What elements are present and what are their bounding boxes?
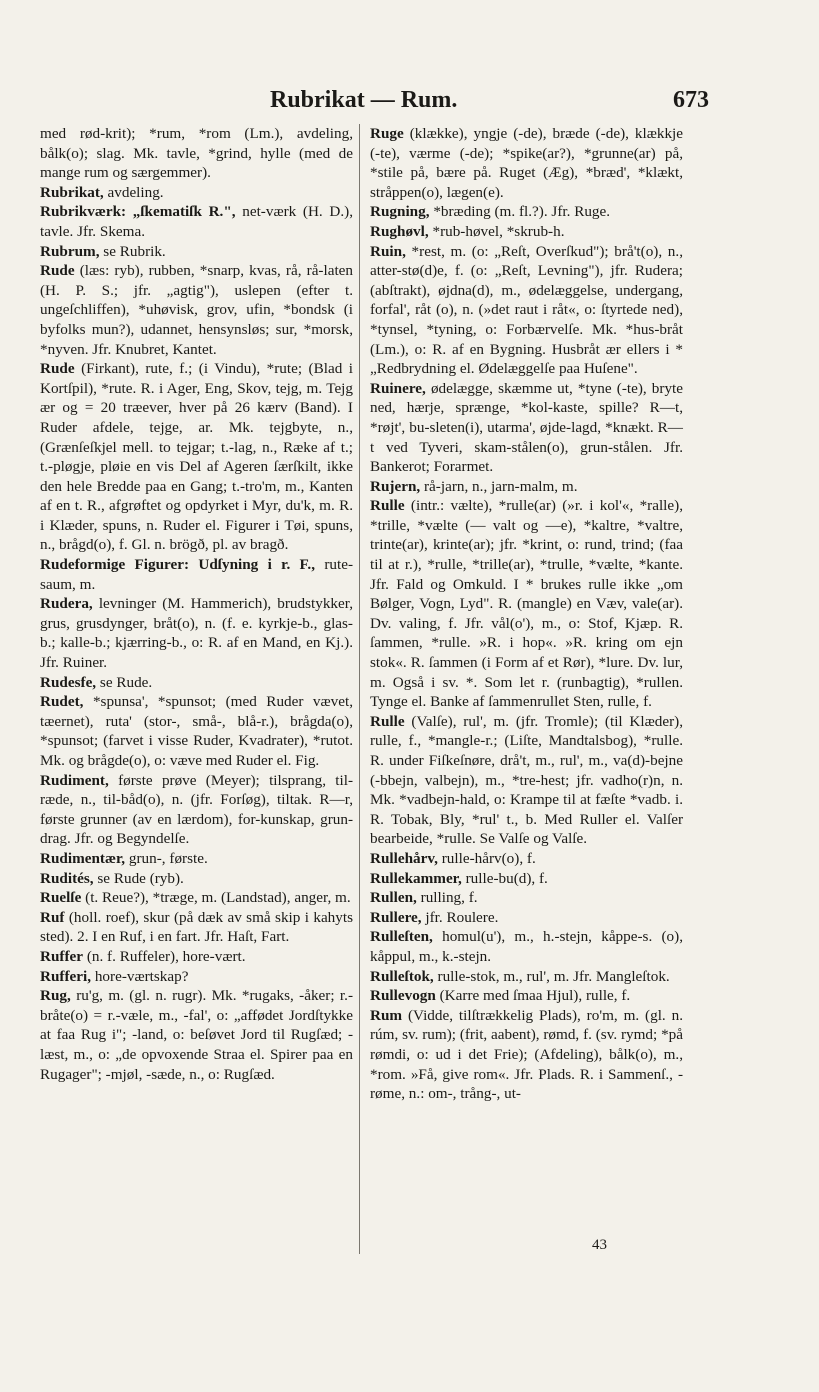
dictionary-entry (370, 869, 683, 889)
entry-headword: Rullehårv, (370, 849, 438, 867)
dictionary-entry (370, 967, 683, 987)
entry-headword: Ruge (370, 125, 404, 142)
entry-definition: *spunsa', *spunsot; (med Ruder vævet, tæernet), ruta' (stor-, små-, blå-r.), brågda(o), *spunsot; (farvet i visse Ruder, Kvadrater), *rutot. Mk. og brågde(o), o: væve med Ruder el. Fig. (40, 693, 353, 769)
dictionary-entry (370, 1006, 683, 1104)
entry-definition: *rest, m. (o: „Reſt, Overſkud"); brå't(o), n., atter-stø(d)e, f. (o: „Reſt, Levning"), jfr. Rudera; (abſtrakt), øjdna(d), m., ødelæggelse, undergang, forfal', råt (o), n. (»det raut i råt«, o: ſtyrtede ned), *tynsel, *tyning, o: Forbærvelſe. Mk. *hus-bråt (Lm.), o: R. af en Bygning. Husbråt ær ellers i * „Redbrydning el. Ødelæggelſe paa Huſene". (370, 242, 683, 378)
entry-definition: rulle-hårv(o), f. (441, 849, 536, 867)
dictionary-entry (40, 908, 353, 947)
entry-definition: net-værk (H. D.), tavle. Jfr. Skema. (40, 203, 353, 240)
dictionary-entry (40, 869, 353, 889)
entry-headword: Rufferi, (40, 967, 92, 985)
entry-definition: rå-jarn, n., jarn-malm, m. (424, 477, 578, 495)
dictionary-entry (370, 927, 683, 966)
dictionary-entry (370, 379, 683, 477)
entry-headword: Ruin, (370, 242, 406, 260)
dictionary-entry (40, 967, 353, 987)
right-column (370, 124, 683, 1104)
dictionary-entry (40, 594, 353, 672)
entry-headword: Rug, (40, 987, 71, 1005)
entry-definition: rulle-bu(d), f. (465, 869, 548, 887)
entry-headword: Rudesfe, (40, 673, 97, 691)
dictionary-entry (40, 359, 353, 555)
entry-headword: Ruffer (40, 947, 84, 965)
dictionary-entry (40, 261, 353, 359)
left-column (40, 124, 353, 1084)
dictionary-entry (370, 888, 683, 908)
dictionary-entry (370, 202, 683, 222)
entry-definition: *bræding (m. fl.?). Jfr. Ruge. (433, 203, 611, 221)
entry-definition: se Rude (ryb). (97, 869, 184, 887)
dictionary-entry (40, 555, 353, 594)
entry-headword: Rubrikværk: „ſkematiſk R.", (40, 203, 236, 221)
entry-definition: (intr.: vælte), *rulle(ar) (»r. i kol'«, *ralle), *trille, *vælte (— valt og —e), *kaltre, *valtre, trinte(ar), krinte(ar); jfr. *krint, o: rund, trind; (faa til at r.), *rulle, *trille(ar), *trulle, *vælte, *kante. Jfr. Fald og Omkuld. I * brukes rulle ikke „om Bølger, Vogn, Lyd". R. (mangle) en Væv, vale(ar). Dv. valing, f. Jfr. vål(o'), m., o: Stof, Kjæp. R. ſammen, *rulle. »R. i hop«. »R. kring om ejn stok«. R. ſammen (i Form af et Rør), *lure. Dv. lur, m. Også i sv. *. Som let r. (runbagtig), *rullen. Tynge el. Banke af ſammenrullet Sten, rulle, f. (370, 497, 684, 711)
entry-headword: Rullekammer, (370, 869, 462, 887)
entry-headword: Rullen, (370, 889, 417, 907)
entry-headword: Rulle (370, 497, 405, 515)
entry-headword: Rulleſten, (370, 928, 433, 946)
entry-definition: (klække), yngje (-de), bræde (-de), klækkje (-te), værme (-de); *spike(ar?), *grunne(ar) på, *stile på, bære på. Ruget (Æg), *bræd', *klækt, stråppen(o), lægen(e). (370, 125, 683, 201)
entry-headword: Rudités, (40, 869, 94, 887)
dictionary-entry (40, 124, 353, 183)
dictionary-entry (40, 986, 353, 1084)
entry-definition: rulle-stok, m., rul', m. Jfr. Mangleſtok. (437, 967, 670, 985)
running-head-title: Rubrikat — Rum. (270, 87, 458, 113)
dictionary-entry (40, 242, 353, 262)
entry-headword: Ruf (40, 908, 65, 926)
entry-definition: (Firkant), rute, f.; (i Vindu), *rute; (Blad i Kortſpil), *rute. R. i Ager, Eng, Skov, tejg, m. Tejg ær og = 20 træever, hver på 26 kærv (Band). I Ruder afdele, tejge, ar. Mk. tejgbyte, n., (Grænſeſkjel mell. to tejgar; t.-lag, n., Ræke af t.; t.-pløgje, pløie en vis Del af Ageren ſærſkilt, ikke den hele Bredde paa en Gang; t.-tro'm, m., Kanten af en t. R., afgrøftet og opdyrket i Myr, du'k, m. R. i Klæder, spuns, n. Ruder el. Figurer i Tøi, spuns, n., brågd(o), f. Gl. n. brögð, pl. av bragð. (40, 360, 353, 554)
entry-definition: (Karre med ſmaa Hjul), rulle, f. (439, 987, 631, 1005)
dictionary-entry (370, 986, 683, 1006)
dictionary-entry (370, 908, 683, 928)
dictionary-entry (40, 673, 353, 693)
entry-definition: rute-saum, m. (40, 556, 354, 593)
entry-headword: Rubrikat, (40, 183, 104, 201)
dictionary-entry (370, 849, 683, 869)
dictionary-entry (40, 849, 353, 869)
entry-headword: Rude (40, 360, 75, 378)
dictionary-entry (370, 222, 683, 242)
entry-headword: Rum (370, 1006, 403, 1024)
entry-definition: se Rude. (99, 673, 153, 691)
dictionary-entry (40, 692, 353, 770)
entry-definition: grun-, første. (128, 849, 208, 867)
entry-definition: (t. Reue?), *træge, m. (Landstad), anger, m. (85, 889, 351, 907)
entry-definition: levninger (M. Hammerich), brudstykker, grus, grusdynger, bråt(o), n. (f. e. kyrkje-b., glas-b.; kalle-b.; kjærring-b., o: R. af en Mand, en Kj.). Jfr. Ruiner. (40, 595, 354, 672)
entry-headword: Rullevogn (370, 987, 436, 1005)
entry-definition: (Valſe), rul', m. (jfr. Tromle); (til Klæder), rulle, f., *mangle-r.; (Liſte, Mandtalsbog), *rulle. R. under Fiſkeſnøre, drå't, m., rul', m., va(d)-bejne (-bbejn, valbejn), m., *tre-hest; jfr. vadho(r)n, n. Mk. *vadbejn-hald, o: Krampe til at fæſte *vadb. i. R. Tobak, Bly, *rul' t., b. Med Ruller el. Valſer bearbeide, *rulle. Se Valſe og Valſe. (370, 712, 683, 848)
entry-headword: Rulleſtok, (370, 967, 434, 985)
dictionary-entry (370, 477, 683, 497)
entry-definition: ødelægge, skæmme ut, *tyne (-te), bryte ned, hærje, sprænge, *kol-kaste, spille? R—t, *røjt', bu-sleten(i), utarma', øjde-lagd, *knækt. R—t ved Tyveri, skam-stålen(o), grun-stålen. Jfr. Bankerot; Forarmet. (370, 379, 684, 476)
entry-definition: *rub-høvel, *skrub-h. (432, 222, 565, 240)
entry-definition: avdeling. (107, 183, 164, 201)
entry-definition: hore-værtskap? (94, 967, 189, 985)
entry-headword: Ruelſe (40, 889, 82, 907)
page-number: 673 (673, 87, 709, 113)
dictionary-entry (370, 124, 683, 202)
dictionary-entry (370, 712, 683, 849)
entry-headword: Rughøvl, (370, 222, 429, 240)
signature-mark: 43 (592, 1237, 607, 1253)
column-divider (359, 124, 360, 1254)
entry-definition: homul(u'), m., h.-stejn, kåppe-s. (o), kåppul, m., k.-stejn. (370, 928, 683, 965)
entry-headword: Ruinere, (370, 379, 426, 397)
entry-headword: Rubrum, (40, 242, 100, 260)
entry-definition: jfr. Roulere. (425, 908, 499, 926)
dictionary-entry (370, 242, 683, 379)
entry-headword: Rujern, (370, 477, 421, 495)
entry-definition: se Rubrik. (103, 242, 166, 260)
dictionary-entry (40, 202, 353, 241)
entry-definition: med rød-krit); *rum, *rom (Lm.), avdeling, bålk(o); slag. Mk. tavle, *grind, hylle (med de mange rum og særgemmer). (40, 125, 353, 182)
dictionary-entry (40, 183, 353, 203)
entry-definition: ru'g, m. (gl. n. rugr). Mk. *rugaks, -åker; r.-bråte(o) = r.-væle, m., -fal', o: „affødet Jordſtykke at faa Rug i"; -land, o: beſøvet Jord til Rugſæd; -læst, m., o: „de opvoxende Straa el. Spirer paa en Rugager"; -mjøl, -sæde, n., o: Rugſæd. (40, 987, 353, 1083)
entry-headword: Rullere, (370, 908, 422, 926)
dictionary-entry (40, 771, 353, 849)
entry-headword: Rulle (370, 712, 405, 730)
entry-definition: (holl. roef), skur (på dæk av små skip i kahyts sted). 2. I en Ruf, i en fart. Jfr. Haſt, Fart. (40, 908, 354, 946)
entry-definition: (n. f. Ruffeler), hore-vært. (86, 947, 246, 965)
entry-headword: Rudeformige Figurer: Udſyning i r. F., (40, 556, 316, 574)
entry-definition: (Vidde, tilſtrækkelig Plads), ro'm, m. (gl. n. rúm, sv. rum); (frit, aabent), rømd, f. (sv. rymd; *på rømdi, o: ud i det Frie); (Afdeling), bålk(o), m., *rom. »Få, give rom«. Jfr. Plads. R. i Sammenſ., -røme, n.: om-, trång-, ut- (370, 1006, 683, 1103)
entry-headword: Rugning, (370, 203, 430, 221)
entry-headword: Rude (40, 262, 75, 280)
dictionary-entry (40, 888, 353, 908)
entry-headword: Rudiment, (40, 771, 109, 789)
entry-definition: første prøve (Meyer); tilsprang, til-ræde, n., til-båd(o), n. (jfr. Forſøg), tiltak. R—r, første grunner (av en lærdom), for-kunskap, grun-drag. Jfr. og Begyndelſe. (40, 771, 354, 848)
entry-headword: Rudera, (40, 595, 93, 613)
entry-definition: (læs: ryb), rubben, *snarp, kvas, rå, rå-laten (H. P. S.; jfr. „agtig"), uslepen (efter t. ungeſchliffen), *uhøvisk, grov, ufin, *bondsk (i byfolks mun?), udannet, hensynsløs; sur, *morsk, *nyven. Jfr. Knubret, Kantet. (40, 262, 354, 358)
entry-definition: rulling, f. (420, 889, 478, 907)
entry-headword: Rudet, (40, 693, 84, 711)
dictionary-entry (370, 496, 683, 712)
entry-headword: Rudimentær, (40, 849, 126, 867)
dictionary-entry (40, 947, 353, 967)
